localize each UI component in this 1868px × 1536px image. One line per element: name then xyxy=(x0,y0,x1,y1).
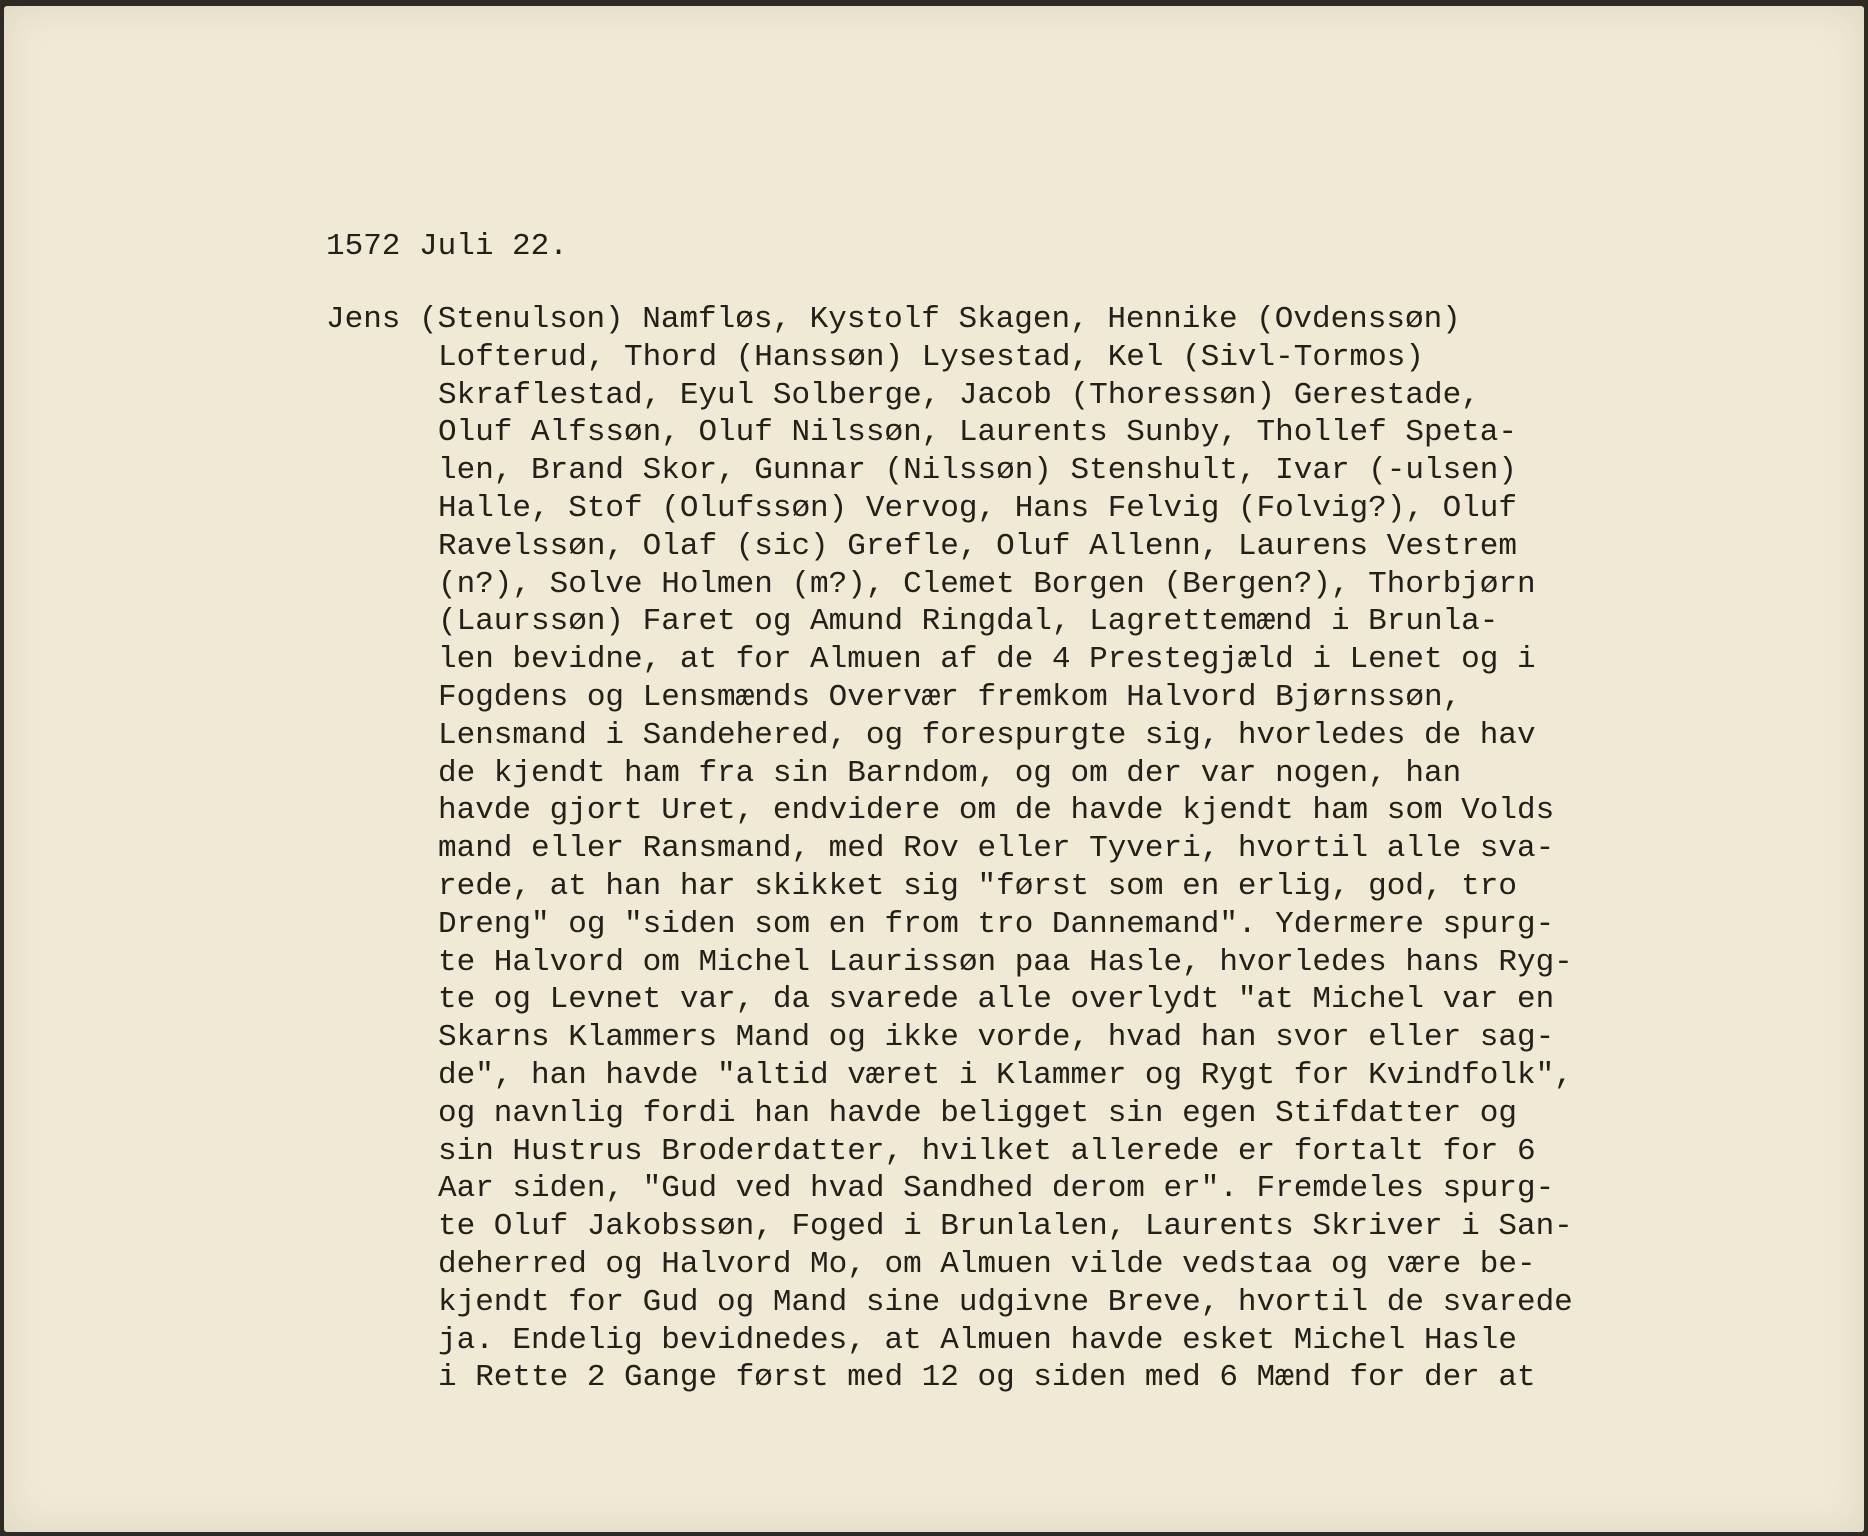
body-line-26: deherred og Halvord Mo, om Almuen vilde vedstaa og være be- xyxy=(438,1246,1536,1282)
body-line-19: te og Levnet var, da svarede alle overlydt "at Michel var en xyxy=(438,982,1555,1018)
body-line-29: i Rette 2 Gange først med 12 og siden med 6 Mænd for der at xyxy=(438,1360,1536,1396)
body-line-8: (n?), Solve Holmen (m?), Clemet Borgen (Bergen?), Thorbjørn xyxy=(438,566,1536,602)
document-card xyxy=(4,6,1864,1532)
document-body xyxy=(326,301,1846,1397)
body-line-27: kjendt for Gud og Mand sine udgivne Breve, hvortil de svarede xyxy=(438,1284,1573,1320)
body-line-4: Oluf Alfssøn, Oluf Nilssøn, Laurents Sunby, Thollef Speta- xyxy=(438,415,1517,451)
body-line-22: og navnlig fordi han havde beligget sin egen Stifdatter og xyxy=(438,1095,1517,1131)
body-line-13: de kjendt ham fra sin Barndom, og om der var nogen, han xyxy=(438,755,1462,791)
body-line-5: len, Brand Skor, Gunnar (Nilssøn) Stenshult, Ivar (-ulsen) xyxy=(438,453,1517,489)
body-line-7: Ravelssøn, Olaf (sic) Grefle, Oluf Allenn, Laurens Vestrem xyxy=(438,528,1517,564)
body-line-10: len bevidne, at for Almuen af de 4 Prestegjæld i Lenet og i xyxy=(438,642,1536,678)
body-line-20: Skarns Klammers Mand og ikke vorde, hvad han svor eller sag- xyxy=(438,1020,1555,1056)
body-line-16: rede, at han har skikket sig "først som en erlig, god, tro xyxy=(438,868,1517,904)
body-line-2: Lofterud, Thord (Hanssøn) Lysestad, Kel (Sivl-Tormos) xyxy=(438,339,1424,375)
body-line-9: (Laurssøn) Faret og Amund Ringdal, Lagrettemænd i Brunla- xyxy=(438,604,1499,640)
body-line-18: te Halvord om Michel Laurissøn paa Hasle, hvorledes hans Ryg- xyxy=(438,944,1573,980)
body-line-24: Aar siden, "Gud ved hvad Sandhed derom er". Fremdeles spurg- xyxy=(438,1171,1555,1207)
body-line-1: Jens (Stenulson) Namfløs, Kystolf Skagen, Hennike (Ovdenssøn) xyxy=(326,302,1461,337)
body-line-6: Halle, Stof (Olufssøn) Vervog, Hans Felvig (Folvig?), Oluf xyxy=(438,490,1517,526)
body-line-28: ja. Endelig bevidnedes, at Almuen havde esket Michel Hasle xyxy=(438,1322,1517,1358)
body-line-23: sin Hustrus Broderdatter, hvilket allerede er fortalt for 6 xyxy=(438,1133,1536,1169)
body-line-17: Dreng" og "siden som en from tro Dannemand". Ydermere spurg- xyxy=(438,906,1555,942)
body-line-21: de", han havde "altid været i Klammer og Rygt for Kvindfolk", xyxy=(438,1057,1573,1093)
body-line-25: te Oluf Jakobssøn, Foged i Brunlalen, Laurents Skriver i San- xyxy=(438,1209,1573,1245)
body-line-14: havde gjort Uret, endvidere om de havde kjendt ham som Volds xyxy=(438,793,1555,829)
body-line-12: Lensmand i Sandehered, og forespurgte sig, hvorledes de hav xyxy=(438,717,1536,753)
body-line-3: Skraflestad, Eyul Solberge, Jacob (Thoressøn) Gerestade, xyxy=(438,377,1480,413)
body-line-15: mand eller Ransmand, med Rov eller Tyveri, hvortil alle sva- xyxy=(438,831,1555,867)
document-date: 1572 Juli 22. xyxy=(326,229,568,264)
body-line-11: Fogdens og Lensmænds Overvær fremkom Halvord Bjørnssøn, xyxy=(438,679,1462,715)
